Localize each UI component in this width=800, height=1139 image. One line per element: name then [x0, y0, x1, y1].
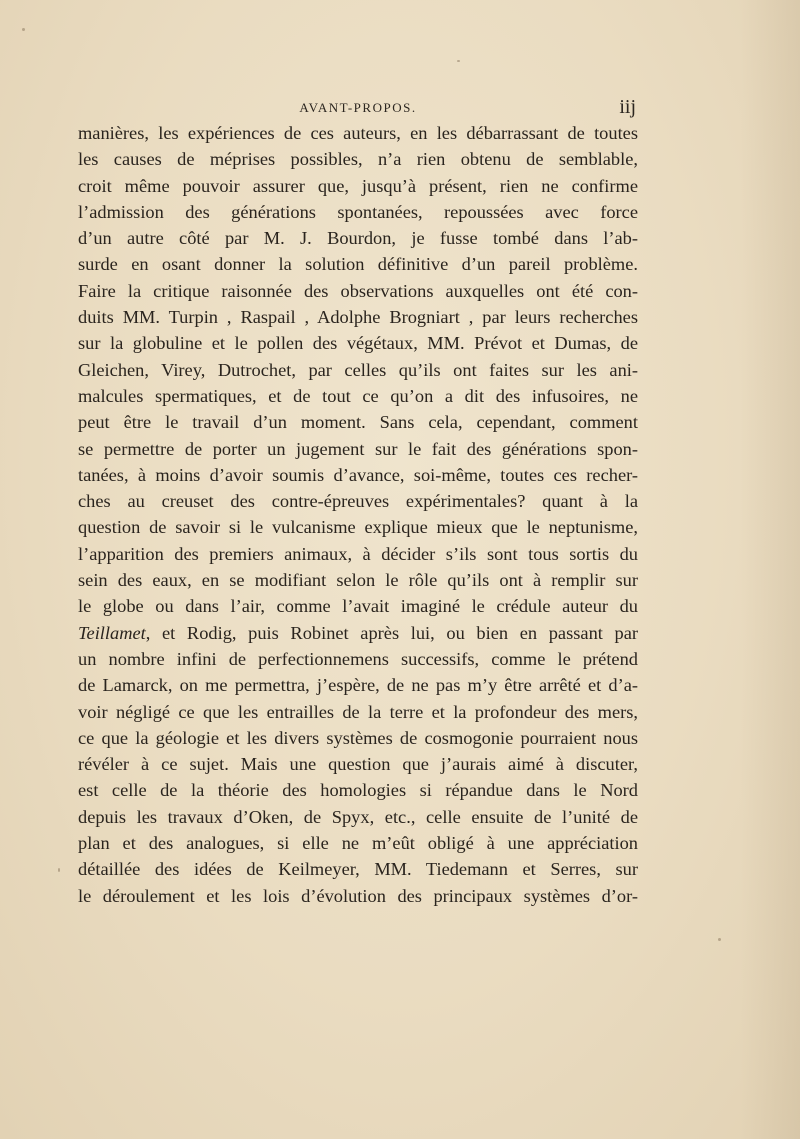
running-title: AVANT-PROPOS.	[299, 100, 417, 115]
paper-speck	[457, 60, 460, 62]
text-line: les causes de méprises possibles, n’a rien obtenu de semblable,	[78, 149, 638, 170]
text-line: ce que la géologie et les divers systèmes de cosmogonie pourraient nous	[78, 727, 638, 748]
text-line: question de savoir si le vulcanisme explique mieux que le neptunisme,	[78, 517, 638, 538]
text-line: Faire la critique raisonnée des observations auxquelles ont été con-	[78, 280, 638, 301]
text-line: duits MM. Turpin , Raspail , Adolphe Brogniart , par leurs recherches	[78, 307, 638, 328]
page-header	[78, 96, 638, 118]
body-text	[78, 120, 638, 909]
page-edge-shadow	[740, 0, 800, 1139]
text-line: malcules spermatiques, et de tout ce qu’on a dit des infusoires, ne	[78, 385, 638, 406]
text-line: révéler à ce sujet. Mais une question que j’aurais aimé à discuter,	[78, 754, 638, 775]
text-line: peut être le travail d’un moment. Sans cela, cependant, comment	[78, 412, 638, 433]
text-line: voir négligé ce que les entrailles de la terre et la profondeur des mers,	[78, 701, 638, 722]
page-number: iij	[619, 96, 636, 118]
text-line: sein des eaux, en se modifiant selon le rôle qu’ils ont à remplir sur	[78, 570, 638, 591]
paper-speck	[22, 28, 25, 31]
text-line: ches au creuset des contre-épreuves expérimentales? quant à la	[78, 491, 638, 512]
text-line: se permettre de porter un jugement sur le fait des générations spon-	[78, 438, 638, 459]
text-line: Gleichen, Virey, Dutrochet, par celles qu’ils ont faites sur les ani-	[78, 359, 638, 380]
text-line: le globe ou dans l’air, comme l’avait imaginé le crédule auteur du	[78, 596, 638, 617]
text-line: tanées, à moins d’avoir soumis d’avance, soi-même, toutes ces recher-	[78, 464, 638, 485]
text-line: sur la globuline et le pollen des végétaux, MM. Prévot et Dumas, de	[78, 333, 638, 354]
text-line: est celle de la théorie des homologies si répandue dans le Nord	[78, 780, 638, 801]
text-line: surde en osant donner la solution définitive d’un pareil problème.	[78, 254, 638, 275]
text-line: l’admission des générations spontanées, repoussées avec force	[78, 201, 638, 222]
text-line: de Lamarck, on me permettra, j’espère, de ne pas m’y être arrêté et d’a-	[78, 675, 638, 696]
text-line: d’un autre côté par M. J. Bourdon, je fusse tombé dans l’ab-	[78, 228, 638, 249]
text-line: un nombre infini de perfectionnemens successifs, comme le prétend	[78, 648, 638, 669]
text-line: plan et des analogues, si elle ne m’eût obligé à une appréciation	[78, 833, 638, 854]
text-line: l’apparition des premiers animaux, à décider s’ils sont tous sortis du	[78, 543, 638, 564]
text-line: depuis les travaux d’Oken, de Spyx, etc., celle ensuite de l’unité de	[78, 806, 638, 827]
paper-speck	[718, 938, 721, 941]
text-line: manières, les expériences de ces auteurs, en les débarrassant de toutes	[78, 123, 638, 143]
text-line: Teillamet, et Rodig, puis Robinet après lui, ou bien en passant par	[78, 622, 638, 643]
text-line: le déroulement et les lois d’évolution des principaux systèmes d’or-	[78, 885, 638, 906]
text-line: détaillée des idées de Keilmeyer, MM. Tiedemann et Serres, sur	[78, 859, 638, 880]
paper-speck	[58, 868, 60, 872]
text-line: croit même pouvoir assurer que, jusqu’à présent, rien ne confirme	[78, 175, 638, 196]
